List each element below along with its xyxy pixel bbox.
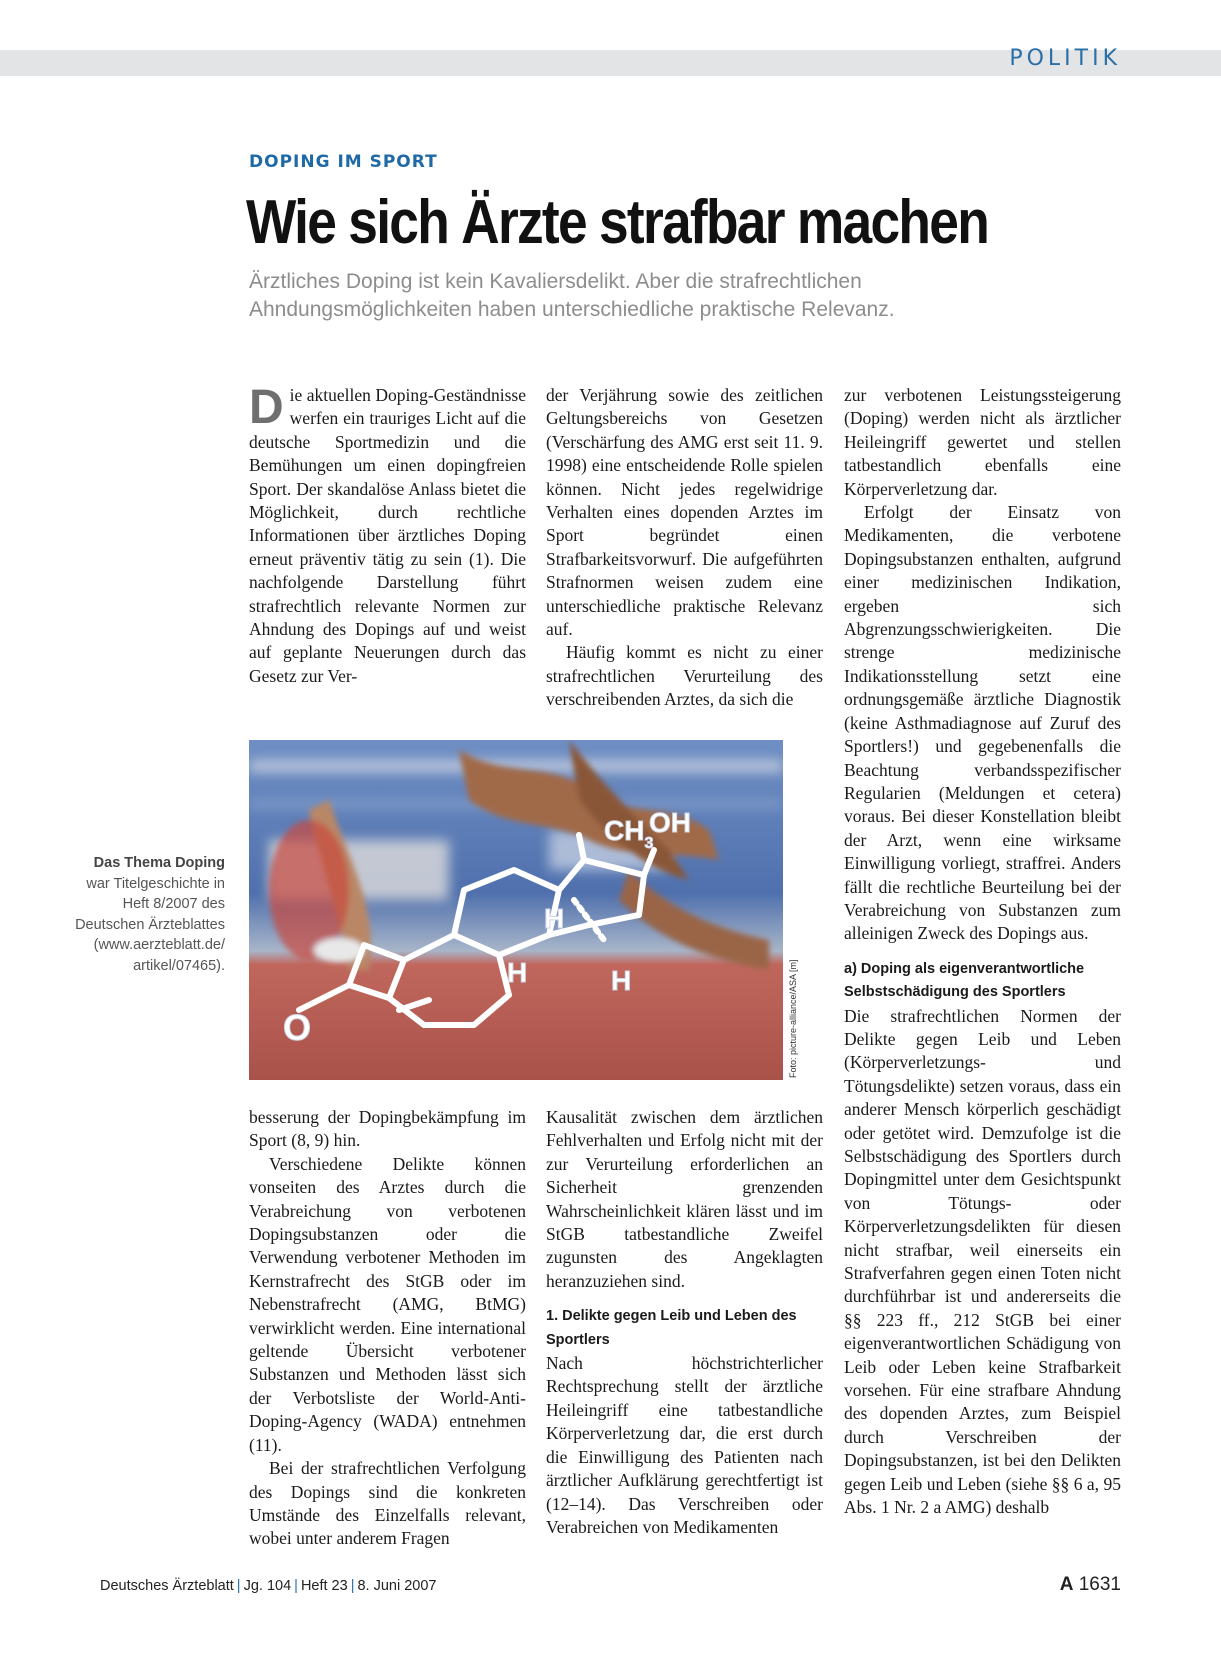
footer-citation (100, 1578, 436, 1594)
body-paragraph: Verschiedene Delikte können vonseiten des Arztes durch die Verabreichung von verbotenen Dopingsubstanzen oder die Verwendung verbotener Methoden im Kernstrafrecht des StGB oder im Nebenstrafrecht (AMG, BtMG) verwirklicht werden. Eine international geltende Übersicht verbotener Substanzen und Methoden lässt sich der Verbotsliste der World-Anti-Doping-Agency (WADA) entnehmen (11). (249, 1153, 526, 1455)
body-paragraph: der Verjährung sowie des zeitlichen Geltungsbereichs von Gesetzen (Verschärfung des AMG erst seit 11. 9. 1998) eine entscheidende Rolle spielen können. Nicht jedes regelwidrige Verhalten eines dopenden Arztes im Sport begründet einen Strafbarkeitsvorwurf. Die aufgeführten Strafnormen weisen zudem eine unterschiedliche praktische Relevanz auf. (546, 385, 823, 640)
issue-date: 8. Juni 2007 (357, 1578, 437, 1594)
column-1-top (249, 381, 526, 688)
figure-caption (70, 853, 225, 976)
body-paragraph: Nach höchstrichterlicher Rechtsprechung stellt der ärztliche Heileingriff eine tatbestandliche Körperverletzung dar, die erst durch die Einwilligung des Patienten nach ärztlicher Aufklärung gerechtfertigt ist (12–14). Das Verschreiben oder Verabreichen von Medikamenten (546, 1353, 823, 1537)
body-paragraph: Häufig kommt es nicht zu einer strafrechtlichen Verurteilung des verschreibenden Arztes, da sich die (546, 642, 823, 710)
body-paragraph: Kausalität zwischen dem ärztlichen Fehlverhalten und Erfolg nicht mit der zur Verurteilung erforderlichen an Sicherheit grenzenden Wahrscheinlichkeit klären lässt und im StGB tatbestandliche Zweifel zugunsten des Angeklagten heranzuziehen sind. (546, 1107, 823, 1291)
column-3 (844, 384, 1121, 1520)
article-title: Wie sich Ärzte strafbar machen (246, 188, 989, 257)
caption-title: Das Thema Doping (93, 855, 225, 871)
journal-volume: Jg. 104 (243, 1578, 292, 1594)
drop-cap: D (249, 381, 284, 434)
footer-separator: | (294, 1578, 298, 1594)
body-paragraph: Bei der strafrechtlichen Verfolgung des Dopings sind die konkreten Umstände des Einzelfalls relevant, wobei unter anderem Fragen (249, 1458, 526, 1549)
molecule-label-oh: OH (649, 807, 691, 838)
footer-separator: | (236, 1578, 241, 1594)
article-standfirst: Ärztliches Doping ist kein Kavaliersdelikt. Aber die strafrechtlichen Ahndungsmöglichkeiten haben unterschiedliche praktische Relevanz. (249, 270, 895, 321)
doping-photo (249, 740, 783, 1080)
intro-paragraph (249, 381, 526, 688)
molecule-label-ch3: $CH_3$ (604, 815, 654, 852)
column-1-bottom (249, 1106, 526, 1551)
body-paragraph: Die strafrechtlichen Normen der Delikte gegen Leib und Leben (Körperverletzungs- und Tötungsdelikte) setzen voraus, dass ein anderer Mensch körperlich geschädigt oder getötet wird. Demzufolge ist die Selbstschädigung des Sportlers durch Dopingmittel unter dem Gesichtspunkt von Tötungs- oder Körperverletzungsdelikten für diesen nicht strafbar, weil einerseits ein Strafverfahren gegen einen Toten nicht durchführbar ist und andererseits die §§ 223 ff., 212 StGB bei einer eigenverantwortlichen Schädigung von Leib oder Leben keine Strafbarkeit vorsehen. Für eine strafbare Ahndung des dopenden Arztes, zum Beispiel durch Verschreiben der Dopingsubstanzen, ist bei den Delikten gegen Leib und Leben (siehe §§ 6 a, 95 Abs. 1 Nr. 2 a AMG) deshalb (844, 1005, 1121, 1518)
section-subheading: 1. Delikte gegen Leib und Leben des Sportlers (546, 1308, 797, 1348)
photo-credit: Foto: picture-alliance/ASA [m] (788, 959, 798, 1078)
body-paragraph: Erfolgt der Einsatz von Medikamenten, die verbotene Dopingsubstanzen enthalten, aufgrund einer medizinischen Indikation, ergeben sich Abgrenzungsschwierigkeiten. Die strenge medizinische Indikationsstellung setzt eine ordnungsgemäße ärztliche Diagnostik (keine Asthmadiagnose auf Zuruf des Sportlers!) und gegebenenfalls die Beachtung verbandsspezifischer Regularien (Meldungen et cetera) voraus. Bei dieser Konstellation bleibt der Arzt, wenn eine wirksame Einwilligung vorliegt, straffrei. Anders fällt die rechtliche Beurteilung bei der Verabreichung von Substanzen zum alleinigen Zweck des Dopings aus. (844, 502, 1121, 944)
page-prefix: A (1059, 1574, 1074, 1595)
column-2-top (546, 384, 823, 712)
molecule-label-h: H (544, 903, 565, 934)
intro-text: ie aktuellen Doping-Geständnisse werfen ein trauriges Licht auf die deutsche Sportmedizin und die Bemühungen um einen dopingfreien Sport. Der skandalöse Anlass bietet die Möglichkeit, durch rechtliche Informationen über ärztliches Doping erneut präventiv tätig zu sein (1). Die nachfolgende Darstellung führt strafrechtlich relevante Normen zur Ahndung des Dopings auf und weist auf geplante Neuerungen durch das Gesetz zur Ver- (249, 385, 526, 686)
molecule-label-h: H (507, 957, 528, 988)
molecule-label-h: H (611, 965, 632, 996)
section-label: POLITIK (1009, 46, 1121, 71)
molecule-label-o: O (283, 1007, 312, 1048)
caption-text: war Titelgeschichte in Heft 8/2007 des Deutschen Ärzteblattes (www.aerzteblatt.de/ artikel/07465). (75, 875, 225, 974)
footer-separator: | (350, 1578, 355, 1594)
body-paragraph: zur verbotenen Leistungssteigerung (Doping) werden nicht als ärztlicher Heileingriff gewertet und stellen tatbestandlich ebenfalls eine Körperverletzung dar. (844, 385, 1121, 499)
body-paragraph: besserung der Dopingbekämpfung im Sport (8, 9) hin. (249, 1107, 526, 1151)
journal-name: Deutsches Ärzteblatt (100, 1578, 234, 1594)
column-2-bottom (546, 1106, 823, 1539)
journal-issue: Heft 23 (300, 1578, 348, 1594)
runners-molecule-image (249, 740, 783, 1080)
page-number-value: 1631 (1078, 1574, 1121, 1595)
article-kicker: DOPING IM SPORT (249, 152, 438, 172)
page-number (1060, 1574, 1121, 1596)
section-subheading: a) Doping als eigenverantwortliche Selbstschädigung des Sportlers (844, 960, 1085, 1001)
